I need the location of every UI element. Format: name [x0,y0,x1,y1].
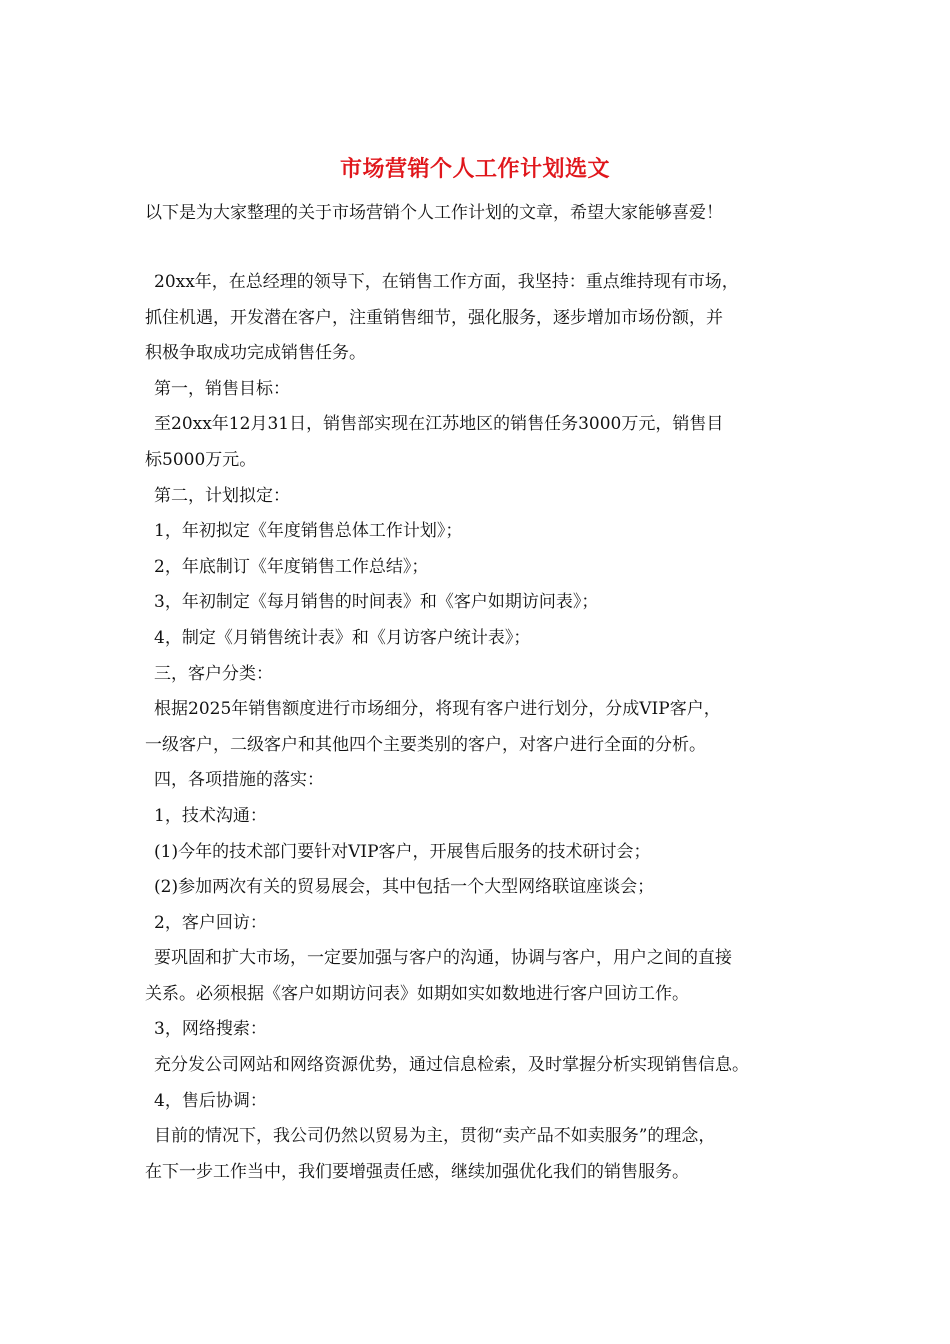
section-heading: 三，客户分类： [154,663,273,684]
list-item: (2)参加两次有关的贸易展会，其中包括一个大型网络联谊座谈会； [154,877,655,898]
section-heading: 四，各项措施的落实： [154,770,324,791]
subsection-heading: 1，技术沟通： [154,805,267,826]
list-item: 4，制定《月销售统计表》和《月访客户统计表》； [154,627,531,648]
body-line: 充分发公司网站和网络资源优势，通过信息检索，及时掌握分析实现销售信息。 [154,1055,749,1076]
subsection-heading: 3，网络搜索： [154,1019,267,1040]
section-heading: 第二，计划拟定： [154,485,290,506]
list-item: 1，年初拟定《年度销售总体工作计划》； [154,521,463,542]
list-item: (1)今年的技术部门要针对VIP客户，开展售后服务的技术研讨会； [154,841,651,862]
document-title: 市场营销个人工作计划选文 [339,156,610,182]
body-line: 一级客户，二级客户和其他四个主要类别的客户，对客户进行全面的分析。 [145,734,706,755]
body-line: 关系。必须根据《客户如期访问表》如期如实如数地进行客户回访工作。 [145,983,689,1004]
section-heading: 第一，销售目标： [154,378,290,399]
document-body [145,265,825,1190]
list-item: 3，年初制定《每月销售的时间表》和《客户如期访问表》； [154,592,599,613]
body-line: 在下一步工作当中，我们要增强责任感，继续加强优化我们的销售服务。 [145,1161,689,1182]
body-line: 抓住机遇，开发潜在客户，注重销售细节，强化服务，逐步增加市场份额，并 [145,307,723,328]
subsection-heading: 4，售后协调： [154,1090,267,1111]
body-line: 至20xx年12月31日，销售部实现在江苏地区的销售任务3000万元，销售目 [154,414,724,435]
body-line: 目前的情况下，我公司仍然以贸易为主，贯彻“卖产品不如卖服务”的理念， [154,1126,716,1147]
subsection-heading: 2，客户回访： [154,912,267,933]
body-line: 标5000万元。 [145,449,257,470]
body-line: 要巩固和扩大市场，一定要加强与客户的沟通，协调与客户，用户之间的直接 [154,948,732,969]
body-line: 根据2025年销售额度进行市场细分，将现有客户进行划分，分成VIP客户， [154,699,721,720]
body-line: 20xx年，在总经理的领导下，在销售工作方面，我坚持：重点维持现有市场， [154,272,739,292]
body-line: 积极争取成功完成销售任务。 [145,343,366,364]
intro-paragraph: 以下是为大家整理的关于市场营销个人工作计划的文章，希望大家能够喜爱！ [145,203,723,223]
list-item: 2，年底制订《年度销售工作总结》； [154,556,429,577]
